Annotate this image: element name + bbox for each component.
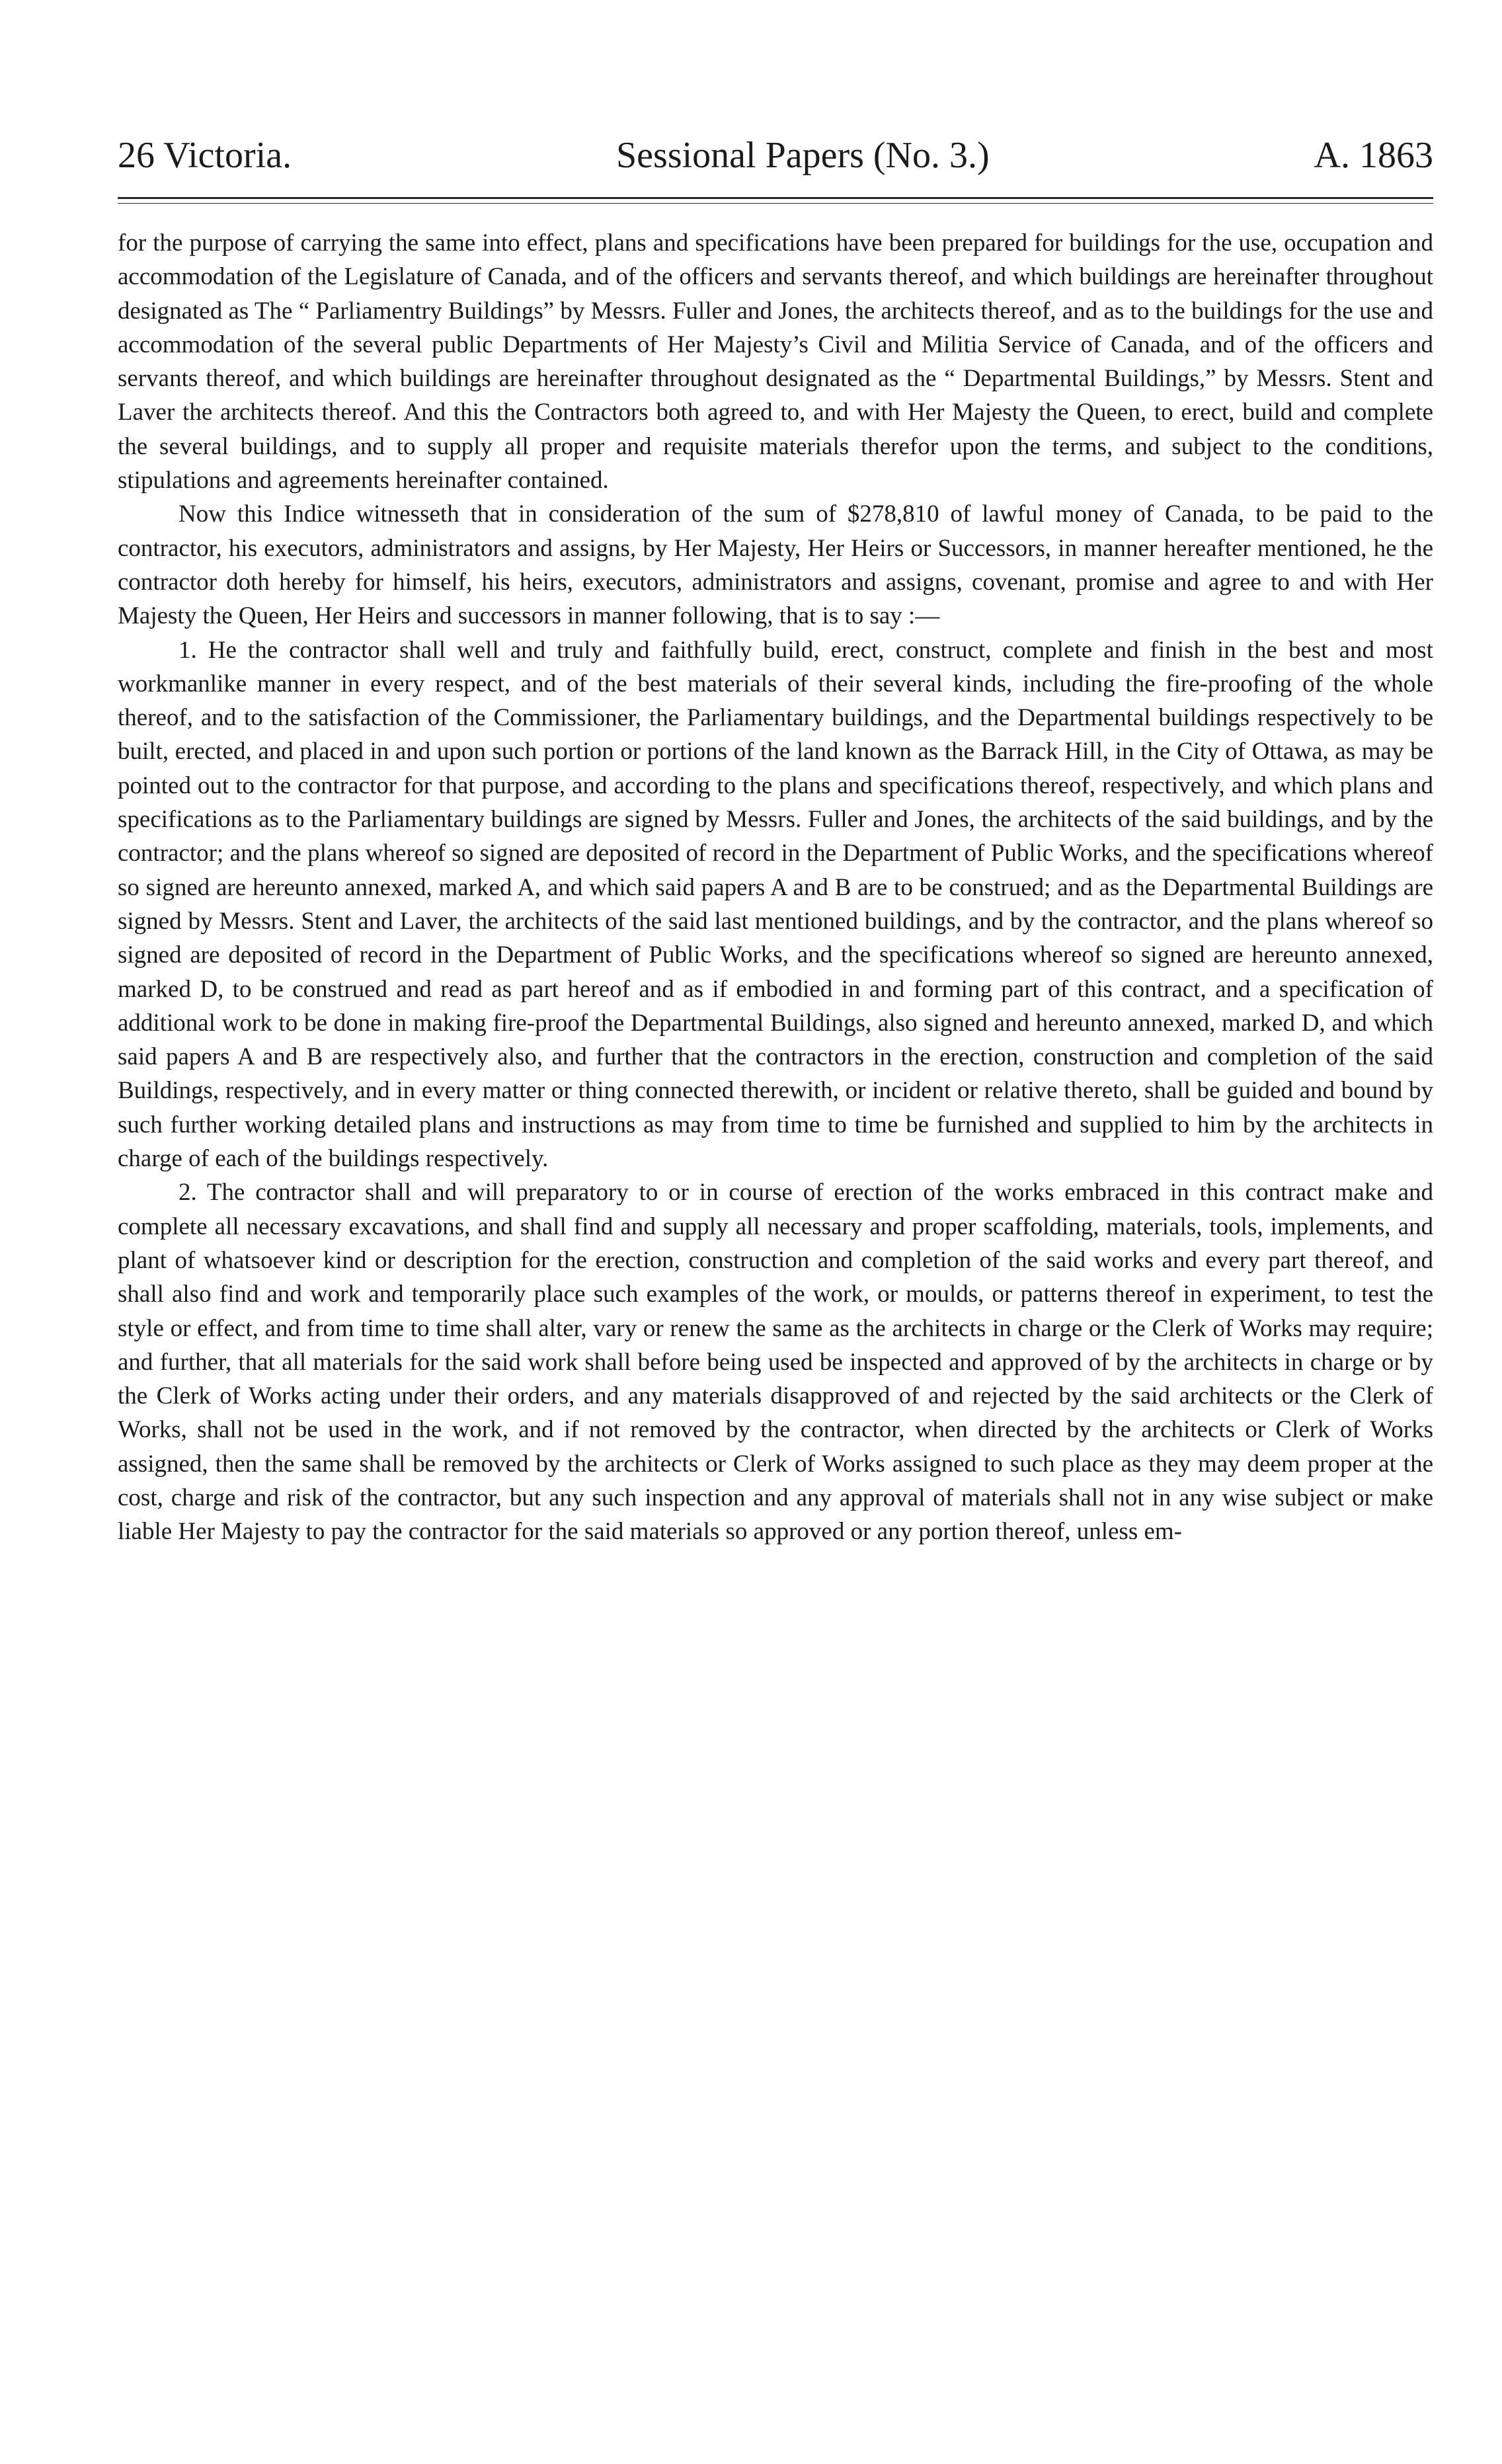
header-rule <box>118 197 1433 204</box>
paragraph-witnesseth: Now this Indice witnesseth that in consideration of the sum of $278,810 of lawful money of Canada, to be paid to the contractor, his executors, administrators and assigns, by Her Majesty, Her Heirs or Successors, in manner hereafter mentioned, he the contractor doth hereby for himself, his heirs, executors, administrators and assigns, covenant, promise and agree to and with Her Majesty the Queen, Her Heirs and successors in manner following, that is to say :— <box>118 500 1433 630</box>
paragraph-clause-1: 1. He the contractor shall well and truly and faithfully build, erect, construct, complete and finish in the best and most workmanlike manner in every respect, and of the best materials of their several kinds, including the fire-proofing of the whole thereof, and to the satisfaction of the Commissioner, the Parliamentary buildings, and the Departmental buildings respectively to be built, erected, and placed in and upon such portion or portions of the land known as the Barrack Hill, in the City of Ottawa, as may be pointed out to the contractor for that purpose, and according to the plans and specifications thereof, respectively, and which plans and specifications as to the Parliamentary buildings are signed by Messrs. Fuller and Jones, the architects of the said buildings, and by the contractor; and the plans whereof so signed are deposited of record in the Department of Public Works, and the specifications whereof so signed are hereunto annexed, marked A, and which said papers A and B are to be construed; and as the Departmental Buildings are signed by Messrs. Stent and Laver, the architects of the said last mentioned buildings, and by the contractor, and the plans whereof so signed are deposited of record in the Department of Public Works, and the specifications whereof so signed are hereunto annexed, marked D, to be construed and read as part hereof and as if embodied in and forming part of this contract, and a specification of additional work to be done in making fire-proof the Departmental Buildings, also signed and hereunto annexed, marked D, and which said papers A and B are respectively also, and further that the contractors in the erection, construction and completion of the said Buildings, respectively, and in every matter or thing connected therewith, or incident or relative thereto, shall be guided and bound by such further working detailed plans and instructions as may from time to time be furnished and supplied to him by the architects in charge of each of the buildings respectively. <box>118 636 1433 1173</box>
document-page <box>118 132 1433 1549</box>
header-title: Sessional Papers (No. 3.) <box>616 135 990 176</box>
header-session: 26 Victoria. <box>118 135 292 176</box>
header-year: A. 1863 <box>1314 135 1433 176</box>
paragraph-continuation: for the purpose of carrying the same into effect, plans and specifications have been prepared for buildings for the use, occupation and accommodation of the Legislature of Canada, and of the officers and servants thereof, and which buildings are hereinafter throughout designated as The “ Parliamentry Buildings” by Messrs. Fuller and Jones, the architects thereof, and as to the buildings for the use and accommodation of the several public Departments of Her Majesty’s Civil and Militia Service of Canada, and of the officers and servants thereof, and which buildings are hereinafter throughout designated as the “ Departmental Buildings,” by Messrs. Stent and Laver the architects thereof. And this the Contractors both agreed to, and with Her Majesty the Queen, to erect, build and complete the several buildings, and to supply all proper and requisite materials therefor upon the terms, and subject to the conditions, stipulations and agreements hereinafter contained. <box>118 229 1433 495</box>
document-body <box>118 226 1433 1549</box>
page-header <box>118 132 1433 179</box>
paragraph-clause-2: 2. The contractor shall and will preparatory to or in course of erection of the works embraced in this contract make and complete all necessary excavations, and shall find and supply all necessary and proper scaffolding, materials, tools, implements, and plant of whatsoever kind or description for the erection, construction and completion of the said works and every part thereof, and shall also find and work and temporarily place such examples of the work, or moulds, or patterns thereof in experiment, to test the style or effect, and from time to time shall alter, vary or renew the same as the architects in charge or the Clerk of Works may require; and further, that all materials for the said work shall before being used be inspected and approved of by the architects in charge or by the Clerk of Works acting under their orders, and any materials disapproved of and rejected by the said architects or the Clerk of Works, shall not be used in the work, and if not removed by the contractor, when directed by the architects or Clerk of Works assigned, then the same shall be removed by the architects or Clerk of Works assigned to such place as they may deem proper at the cost, charge and risk of the contractor, but any such inspection and any approval of materials shall not in any wise subject or make liable Her Majesty to pay the contractor for the said materials so approved or any portion thereof, unless em- <box>118 1179 1433 1546</box>
